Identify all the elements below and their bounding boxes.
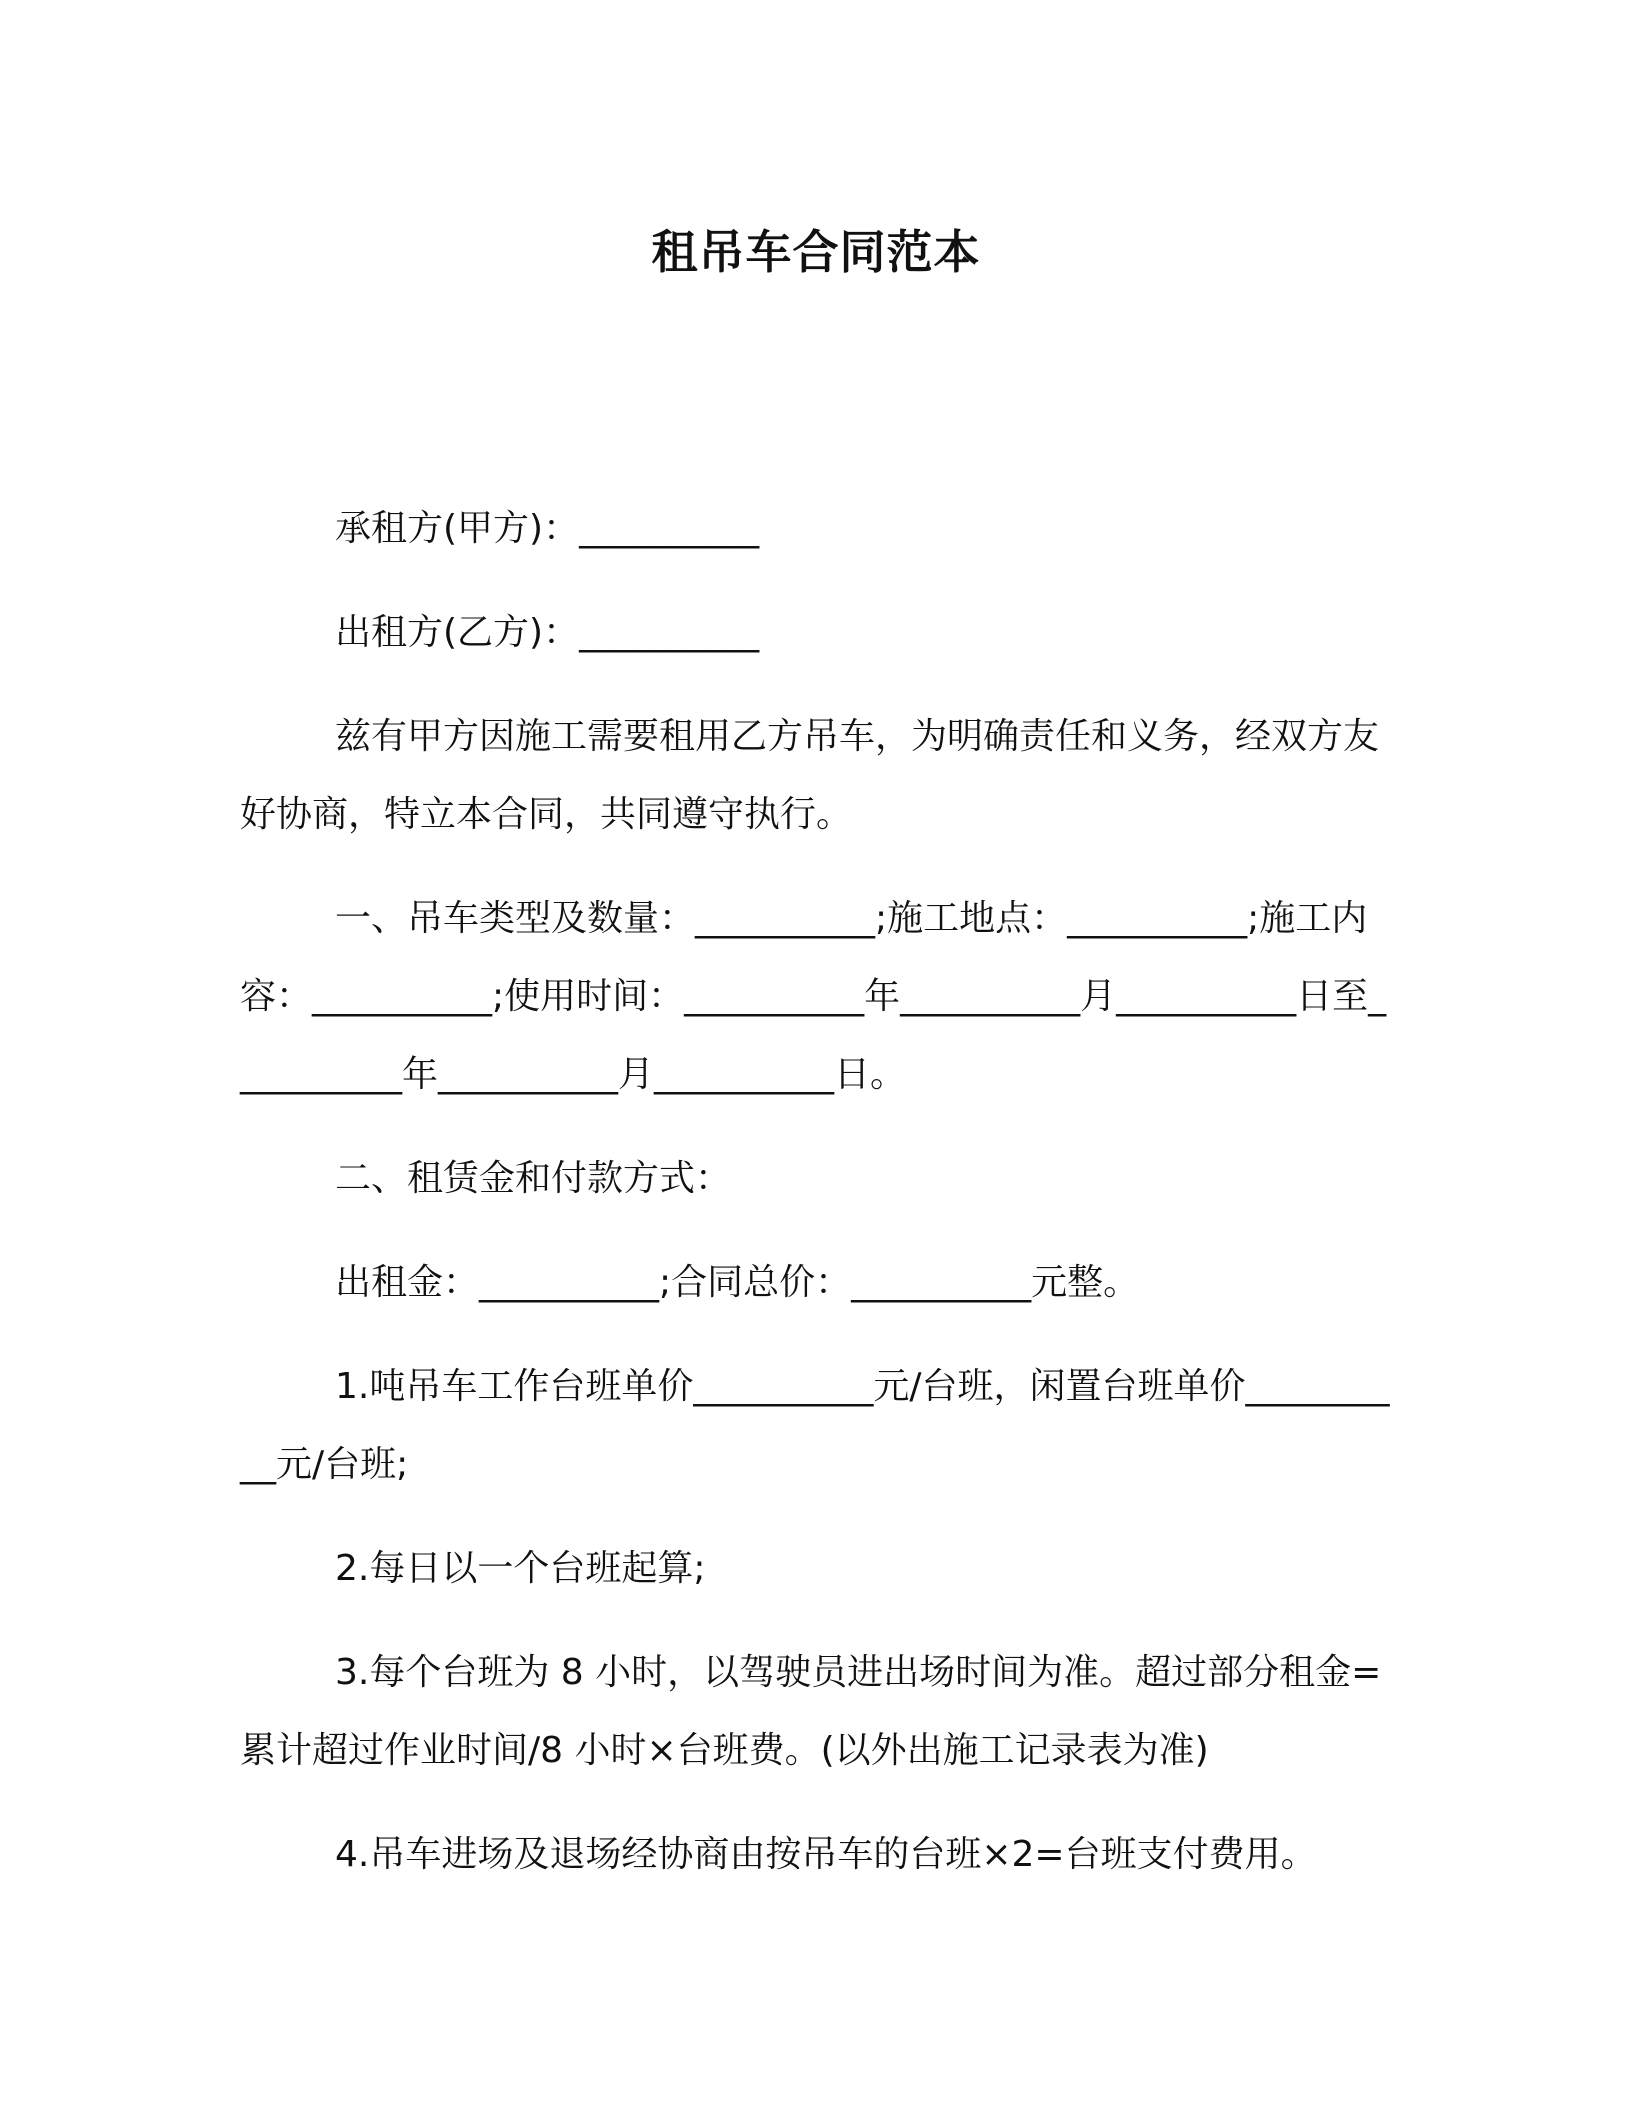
rent-total-line: 出租金：__________;合同总价：__________元整。: [335, 1262, 1140, 1303]
preamble-paragraph: 兹有甲方因施工需要租用乙方吊车，为明确责任和义务，经双方友好协商，特立本合同，共同遵守执行。: [240, 716, 1380, 835]
item-4-paragraph: 4.吊车进场及退场经协商由按吊车的台班×2=台班支付费用。: [335, 1834, 1317, 1875]
clause-2-heading: 二、租赁金和付款方式：: [335, 1158, 732, 1199]
lessee-line: 承租方(甲方)：__________: [335, 508, 760, 549]
item-2-paragraph: 2.每日以一个台班起算;: [335, 1548, 706, 1589]
document-body: [240, 490, 1390, 1920]
clause-1-paragraph: 一、吊车类型及数量：__________;施工地点：__________;施工内容：__________;使用时间：__________年__________月__________日至__________年__________月__________日。: [240, 898, 1387, 1095]
lessor-line: 出租方(乙方)：__________: [335, 612, 760, 653]
item-1-paragraph: 1.吨吊车工作台班单价__________元/台班，闲置台班单价__________元/台班;: [240, 1366, 1390, 1485]
document-title: 租吊车合同范本: [651, 225, 981, 279]
item-3-paragraph: 3.每个台班为 8 小时，以驾驶员进出场时间为准。超过部分租金=累计超过作业时间/8 小时×台班费。(以外出施工记录表为准): [240, 1652, 1382, 1771]
